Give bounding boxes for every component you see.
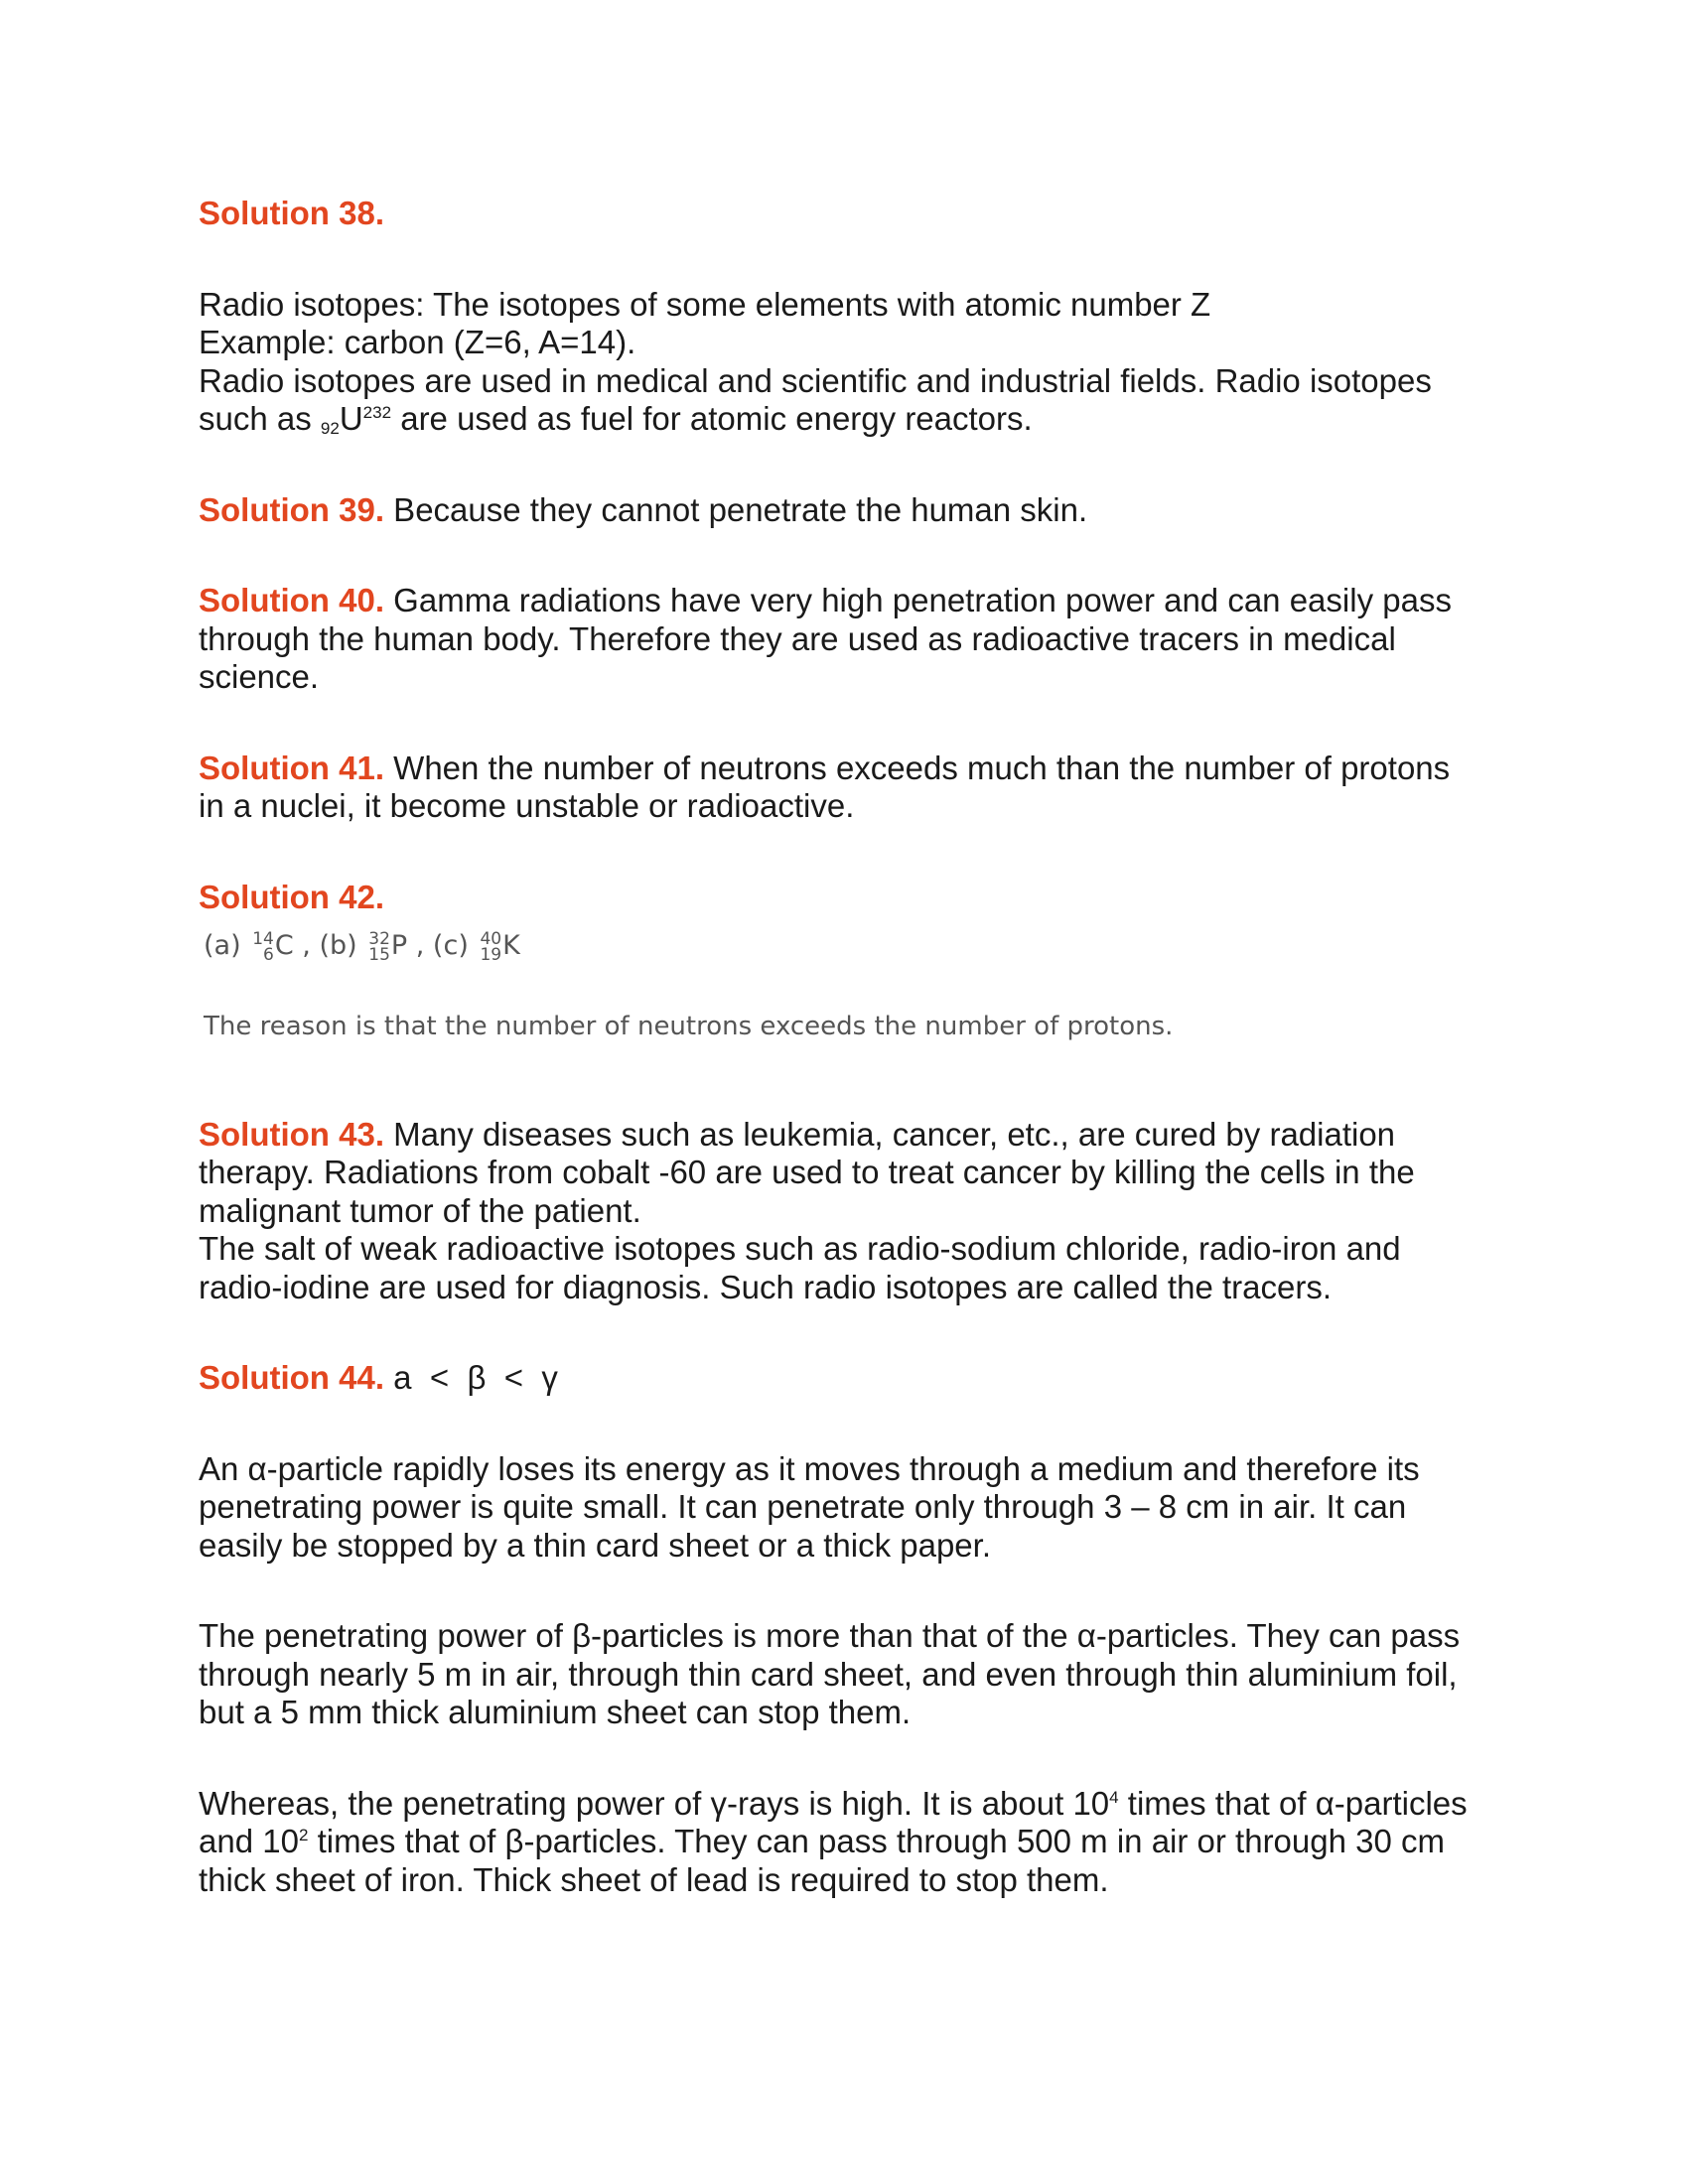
carbon-symbol: C [274, 929, 294, 961]
line-4-prefix: such as [199, 400, 321, 437]
solution-43-line-4: The salt of weak radioactive isotopes such as radio-sodium chloride, radio-iron and [199, 1230, 1401, 1267]
solution-44-heading: Solution 44. [199, 1359, 385, 1396]
solution-41 [199, 750, 1499, 826]
alpha-line-2: penetrating power is quite small. It can penetrate only through 3 – 8 cm in air. It can [199, 1488, 1407, 1525]
solution-39 [199, 491, 1499, 530]
solution-43-line-2: therapy. Radiations from cobalt -60 are used to treat cancer by killing the cells in the [199, 1154, 1415, 1190]
solution-43-line-1: Many diseases such as leukemia, cancer, etc., are cured by radiation [384, 1115, 1396, 1153]
solution-40-line-1: Gamma radiations have very high penetration power and can easily pass [384, 582, 1452, 618]
gamma-line-1 [199, 1785, 1499, 1824]
line-4-suffix: are used as fuel for atomic energy reactors. [391, 400, 1033, 437]
solution-38-line-1: Radio isotopes: The isotopes of some elements with atomic number Z [199, 285, 1211, 323]
solution-43-line-5: radio-iodine are used for diagnosis. Such radio isotopes are called the tracers. [199, 1268, 1332, 1305]
solution-38-body [199, 286, 1499, 439]
beta-line-2: through nearly 5 m in air, through thin card sheet, and even through thin aluminium foil, [199, 1655, 1458, 1693]
document-page [199, 195, 1499, 1899]
solution-40-line-2: through the human body. Therefore they are used as radioactive tracers in medical [199, 619, 1396, 657]
isotope-notation-image [204, 926, 1499, 966]
solution-38-heading: Solution 38. [199, 195, 385, 231]
solution-40-heading: Solution 40. [199, 582, 385, 618]
gamma-line-2-suffix: times that of β-particles. They can pass through 500 m in air or through 30 cm [308, 1823, 1445, 1859]
phosphorus-atomic-number: 15 [368, 945, 390, 965]
solution-41-heading: Solution 41. [199, 749, 385, 786]
solution-41-line-1: When the number of neutrons exceeds much than the number of protons [384, 749, 1451, 786]
gamma-paragraph [199, 1785, 1499, 1900]
solution-43-line-3: malignant tumor of the patient. [199, 1191, 641, 1229]
gamma-line-3: thick sheet of iron. Thick sheet of lead is required to stop them. [199, 1860, 1109, 1898]
isotope-phosphorus-32 [365, 927, 407, 966]
penetration-order: a < β < γ [384, 1359, 558, 1396]
solution-43-heading: Solution 43. [199, 1115, 385, 1153]
uranium-atomic-number: 92 [320, 419, 340, 438]
potassium-symbol: K [502, 929, 520, 961]
label-c: , (c) [407, 929, 478, 961]
beta-line-1: The penetrating power of β-particles is more than that of the α-particles. They can pass [199, 1617, 1461, 1654]
solution-42 [199, 879, 1499, 1046]
gamma-line-1-prefix: Whereas, the penetrating power of γ-rays is high. It is about 10 [199, 1784, 1110, 1822]
solution-44 [199, 1359, 1499, 1899]
beta-paragraph [199, 1617, 1499, 1732]
carbon-mass-number: 14 [252, 929, 274, 949]
exponent-4: 4 [1109, 1787, 1119, 1807]
alpha-paragraph [199, 1450, 1499, 1566]
carbon-atomic-number: 6 [263, 945, 274, 965]
uranium-mass-number: 232 [362, 403, 392, 422]
label-a: (a) [204, 929, 250, 961]
beta-line-3: but a 5 mm thick aluminium sheet can stop them. [199, 1694, 912, 1730]
phosphorus-mass-number: 32 [368, 929, 390, 949]
alpha-line-1: An α-particle rapidly loses its energy as it moves through a medium and therefore its [199, 1449, 1420, 1487]
solution-42-heading: Solution 42. [199, 878, 385, 915]
isotope-carbon-14 [249, 927, 294, 966]
solution-38-line-2: Example: carbon (Z=6, A=14). [199, 324, 636, 360]
label-b: , (b) [293, 929, 366, 961]
solution-42-reason: The reason is that the number of neutrons exceeds the number of protons. [204, 1012, 1174, 1041]
solution-40-line-3: science. [199, 658, 320, 695]
solution-39-heading: Solution 39. [199, 490, 385, 528]
solution-39-text: Because they cannot penetrate the human skin. [384, 490, 1088, 528]
exponent-2: 2 [298, 1826, 309, 1844]
solution-38 [199, 195, 1499, 439]
phosphorus-symbol: P [390, 929, 408, 961]
solution-40 [199, 582, 1499, 697]
potassium-mass-number: 40 [480, 929, 502, 949]
gamma-line-1-suffix: times that of α-particles [1118, 1784, 1468, 1822]
solution-38-line-4 [199, 400, 1499, 439]
solution-41-line-2: in a nuclei, it become unstable or radioactive. [199, 787, 855, 824]
isotope-potassium-40 [477, 927, 519, 966]
gamma-line-2 [199, 1823, 1499, 1861]
gamma-line-2-prefix: and 10 [199, 1823, 299, 1859]
potassium-atomic-number: 19 [480, 945, 502, 965]
solution-38-line-3: Radio isotopes are used in medical and scientific and industrial fields. Radio isotopes [199, 361, 1432, 399]
solution-43 [199, 1116, 1499, 1307]
alpha-line-3: easily be stopped by a thin card sheet or a thick paper. [199, 1526, 991, 1564]
uranium-symbol: U [339, 400, 363, 437]
